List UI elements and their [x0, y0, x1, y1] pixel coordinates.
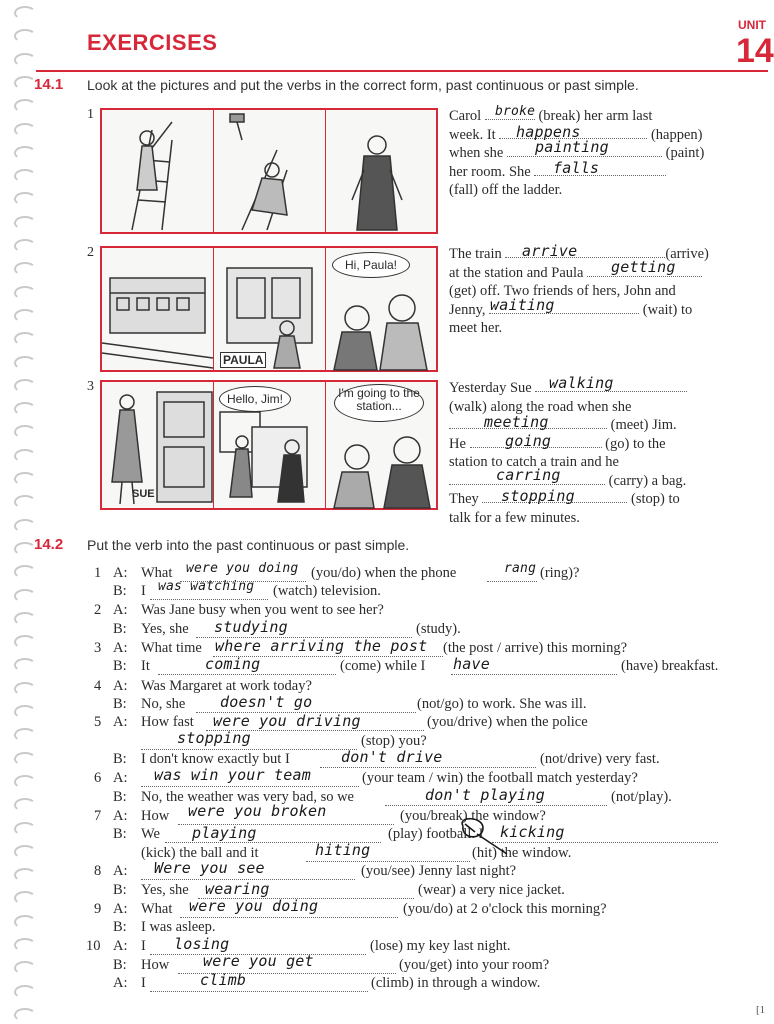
spiral-ring: [14, 402, 36, 416]
answer-field[interactable]: doesn't go: [220, 693, 313, 711]
exercise-number-14-1: 14.1: [34, 76, 64, 93]
answer-field[interactable]: painting: [535, 138, 609, 156]
answer-field[interactable]: kicking: [500, 823, 565, 841]
spiral-ring: [14, 239, 36, 253]
station-sign: PAULA: [220, 352, 266, 368]
prompt-text: What: [141, 901, 173, 917]
answer-field[interactable]: rang: [504, 561, 537, 576]
spiral-ring: [14, 542, 36, 556]
speaker-label: A:: [113, 565, 128, 581]
prompt-text: I was asleep.: [141, 919, 216, 935]
answer-field[interactable]: stopping: [501, 487, 575, 505]
answer-blank[interactable]: [150, 979, 368, 992]
spiral-ring: [14, 658, 36, 672]
answer-field[interactable]: walking: [549, 374, 614, 392]
answer-field[interactable]: have: [453, 655, 490, 673]
spiral-ring: [14, 332, 36, 346]
prompt-text: (the post / arrive) this morning?: [443, 640, 628, 656]
speaker-label: B:: [113, 583, 127, 599]
item-number: 4: [94, 678, 102, 694]
spiral-ring: [14, 915, 36, 929]
answer-field[interactable]: was watching: [158, 579, 255, 594]
spiral-ring: [14, 985, 36, 999]
prompt-text: (lose) my key last night.: [370, 938, 511, 954]
prompt-text: (hit) the window.: [472, 845, 572, 861]
item-number: 2: [94, 602, 102, 618]
answer-field[interactable]: stopping: [177, 729, 251, 747]
answer-field[interactable]: were you broken: [188, 802, 327, 820]
spiral-ring: [14, 1008, 36, 1022]
item-number: 10: [86, 938, 101, 954]
speaker-label: A:: [113, 640, 128, 656]
prompt-text: How fast: [141, 714, 194, 730]
answer-field[interactable]: hiting: [315, 841, 371, 859]
prompt-text: (you/do) at 2 o'clock this morning?: [403, 901, 607, 917]
answer-field[interactable]: Were you see: [154, 859, 265, 877]
prompt-text: I: [141, 975, 146, 991]
spiral-ring: [14, 682, 36, 696]
picture-panel-2: [100, 246, 438, 372]
spiral-ring: [14, 612, 36, 626]
header-divider: [36, 70, 768, 72]
prompt-text: (you/break) the window?: [400, 808, 546, 824]
prompt-text: (you/get) into your room?: [399, 957, 550, 973]
prompt-text: I don't know exactly but I: [141, 751, 290, 767]
name-tag: SUE: [132, 488, 155, 500]
spiral-ring: [14, 775, 36, 789]
answer-field[interactable]: were you doing: [189, 897, 319, 915]
prompt-text: (you/do) when the phone: [311, 565, 457, 581]
answer-field[interactable]: playing: [192, 824, 257, 842]
spiral-ring: [14, 449, 36, 463]
spiral-ring: [14, 798, 36, 812]
speech-bubble: Hello, Jim!: [219, 386, 291, 412]
prompt-text: (play) football. I: [388, 826, 484, 842]
spiral-ring: [14, 6, 36, 20]
spiral-ring: [14, 495, 36, 509]
spiral-ring: [14, 589, 36, 603]
unit-label: UNIT: [738, 18, 766, 32]
answer-field[interactable]: meeting: [484, 413, 549, 431]
prompt-text: I: [141, 583, 146, 599]
spiral-ring: [14, 262, 36, 276]
exercise-instruction-14-2: Put the verb into the past continuous or past simple.: [87, 537, 410, 553]
picture-panel-3: [100, 380, 438, 510]
speaker-label: B:: [113, 789, 127, 805]
prompt-text: (come) while I: [340, 658, 426, 674]
answer-field[interactable]: were you doing: [186, 561, 299, 576]
prompt-text: Was Jane busy when you went to see her?: [141, 602, 384, 618]
answer-field[interactable]: arrive: [522, 242, 578, 260]
spiral-ring: [14, 425, 36, 439]
answer-field[interactable]: don't playing: [425, 786, 545, 804]
item-number: 6: [94, 770, 102, 786]
item-number: 1: [94, 565, 102, 581]
item-3-text: Yesterday Sue (walk) along the road when she (meet) Jim. He (go) to the station to catch a train and he (carry) a bag. They (stop) to talk for a few minutes.: [449, 380, 687, 526]
answer-field[interactable]: where arriving the post: [215, 637, 428, 655]
spiral-ring: [14, 29, 36, 43]
prompt-text: (have) breakfast.: [621, 658, 719, 674]
item-number: 9: [94, 901, 102, 917]
answer-field[interactable]: was win your team: [154, 766, 311, 784]
item-number: 5: [94, 714, 102, 730]
speaker-label: B:: [113, 826, 127, 842]
answer-field[interactable]: getting: [611, 258, 676, 276]
prompt-text: What: [141, 565, 173, 581]
prompt-text: I: [141, 938, 146, 954]
spiral-ring: [14, 356, 36, 370]
answer-field[interactable]: climb: [200, 971, 247, 989]
spiral-ring: [14, 728, 36, 742]
exercise-number-14-2: 14.2: [34, 536, 64, 553]
answer-field[interactable]: were you driving: [213, 712, 361, 730]
speaker-label: A:: [113, 808, 128, 824]
spiral-ring: [14, 565, 36, 579]
prompt-text: (study).: [416, 621, 461, 637]
prompt-text: (you/drive) when the police: [427, 714, 588, 730]
spiral-ring: [14, 146, 36, 160]
spiral-ring: [14, 822, 36, 836]
exercise-instruction-14-1: Look at the pictures and put the verbs in the correct form, past continuous or past simple.: [87, 77, 639, 93]
speaker-label: B:: [113, 882, 127, 898]
picture-panel-1: [100, 108, 438, 234]
answer-field[interactable]: don't drive: [341, 748, 443, 766]
answer-field[interactable]: falls: [553, 159, 600, 177]
prompt-text: (not/drive) very fast.: [540, 751, 660, 767]
prompt-text: (ring)?: [540, 565, 580, 581]
prompt-text: What time: [141, 640, 202, 656]
speaker-label: A:: [113, 975, 128, 991]
spiral-ring: [14, 635, 36, 649]
prompt-text: (you/see) Jenny last night?: [361, 863, 517, 879]
page-title: EXERCISES: [87, 30, 218, 55]
spiral-ring: [14, 891, 36, 905]
speaker-label: B:: [113, 658, 127, 674]
spiral-ring: [14, 752, 36, 766]
spiral-ring: [14, 379, 36, 393]
speaker-label: B:: [113, 919, 127, 935]
item-number: 3: [94, 640, 102, 656]
prompt-text: (climb) in through a window.: [371, 975, 541, 991]
prompt-text: It: [141, 658, 150, 674]
spiral-ring: [14, 192, 36, 206]
speaker-label: A:: [113, 714, 128, 730]
answer-field[interactable]: studying: [214, 618, 288, 636]
spiral-ring: [14, 76, 36, 90]
speaker-label: B:: [113, 957, 127, 973]
prompt-text: No, she: [141, 696, 186, 712]
answer-field[interactable]: carring: [496, 466, 561, 484]
spiral-ring: [14, 99, 36, 113]
item-number: 3: [87, 379, 94, 394]
speech-bubble: Hi, Paula!: [332, 252, 410, 278]
speaker-label: A:: [113, 770, 128, 786]
spiral-ring: [14, 472, 36, 486]
answer-field[interactable]: happens: [516, 123, 581, 141]
prompt-text: Yes, she: [141, 621, 189, 637]
prompt-text: How: [141, 808, 170, 824]
answer-field[interactable]: coming: [205, 655, 261, 673]
prompt-text: (kick) the ball and it: [141, 845, 259, 861]
spiral-ring: [14, 286, 36, 300]
item-1-text: Carol (break) her arm last week. It (happen) when she (paint) her room. She (fall) off the ladder.: [449, 108, 705, 198]
speaker-label: B:: [113, 696, 127, 712]
item-number: 8: [94, 863, 102, 879]
spiral-ring: [14, 938, 36, 952]
prompt-text: (your team / win) the football match yesterday?: [362, 770, 638, 786]
item-number: 2: [87, 245, 94, 260]
prompt-text: How: [141, 957, 170, 973]
item-2-text: The train (arrive) at the station and Paula (get) off. Two friends of hers, John and Jenny, (wait) to meet her.: [449, 246, 709, 336]
speech-bubble: I'm going to the station...: [334, 384, 424, 422]
speaker-label: A:: [113, 678, 128, 694]
spiral-binding: [0, 0, 36, 1024]
handwritten-doodle: [455, 814, 525, 859]
answer-field[interactable]: waiting: [490, 296, 555, 314]
prompt-text: (not/play).: [611, 789, 672, 805]
prompt-text: We: [141, 826, 160, 842]
spiral-ring: [14, 123, 36, 137]
unit-number: 14: [736, 32, 774, 70]
prompt-text: No, the weather was very bad, so we: [141, 789, 354, 805]
prompt-text: (wear) a very nice jacket.: [418, 882, 565, 898]
prompt-text: (watch) television.: [273, 583, 381, 599]
answer-field[interactable]: losing: [174, 935, 230, 953]
spiral-ring: [14, 961, 36, 975]
prompt-text: (not/go) to work. She was ill.: [417, 696, 587, 712]
spiral-ring: [14, 705, 36, 719]
speaker-label: B:: [113, 751, 127, 767]
answer-field[interactable]: going: [505, 432, 552, 450]
speaker-label: A:: [113, 602, 128, 618]
spiral-ring: [14, 53, 36, 67]
illustration-woman-painting: [102, 110, 436, 232]
prompt-text: (stop) you?: [361, 733, 427, 749]
spiral-ring: [14, 845, 36, 859]
spiral-ring: [14, 216, 36, 230]
speaker-label: A:: [113, 901, 128, 917]
speaker-label: A:: [113, 938, 128, 954]
speaker-label: B:: [113, 621, 127, 637]
spiral-ring: [14, 519, 36, 533]
answer-field[interactable]: broke: [495, 104, 536, 119]
item-number: 1: [87, 107, 94, 122]
speaker-label: A:: [113, 863, 128, 879]
answer-field[interactable]: wearing: [205, 880, 270, 898]
page-number-fragment: [1: [756, 1004, 766, 1016]
spiral-ring: [14, 309, 36, 323]
spiral-ring: [14, 169, 36, 183]
prompt-text: Yes, she: [141, 882, 189, 898]
answer-field[interactable]: were you get: [203, 952, 314, 970]
spiral-ring: [14, 868, 36, 882]
prompt-text: Was Margaret at work today?: [141, 678, 312, 694]
item-number: 7: [94, 808, 102, 824]
